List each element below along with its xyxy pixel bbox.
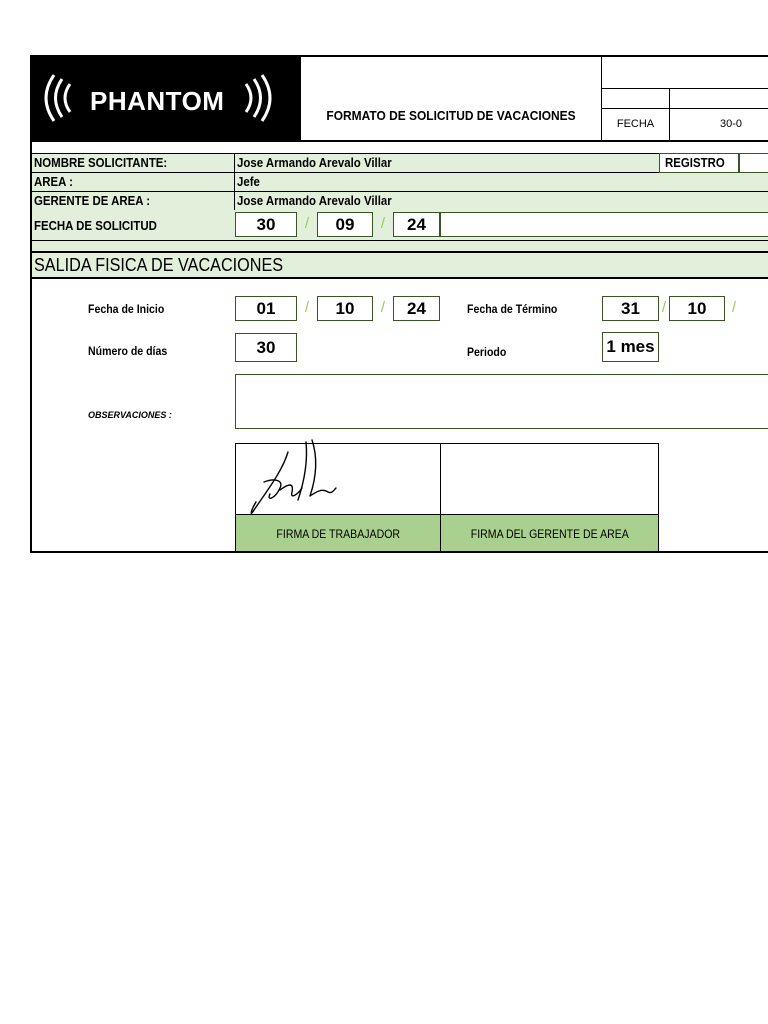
inicio-label: Fecha de Inicio	[88, 302, 165, 316]
date-slash: /	[380, 215, 386, 232]
firma-gerente-text: FIRMA DEL GERENTE DE AREA	[470, 527, 629, 541]
gerente-value: Jose Armando Arevalo Villar	[237, 193, 392, 208]
signature-box-gerente	[440, 443, 659, 515]
firma-trabajador-label	[235, 514, 441, 553]
section-title: SALIDA FISICA DE VACACIONES	[34, 255, 284, 275]
inicio-month: 10	[317, 296, 373, 321]
handwritten-signature	[236, 422, 442, 494]
termino-label: Fecha de Término	[467, 302, 558, 316]
signature-box-trabajador	[235, 443, 441, 515]
section-bottom-rule	[32, 277, 768, 279]
inicio-day: 01	[235, 296, 297, 321]
date-slash: /	[304, 215, 310, 232]
logo-text: PHANTOM	[90, 86, 225, 116]
periodo-label: Periodo	[467, 345, 507, 359]
vacation-request-form	[30, 55, 768, 553]
fecha-solicitud-year: 24	[393, 212, 440, 237]
date-slash: /	[304, 299, 310, 316]
dias-label: Número de días	[88, 344, 168, 358]
dias-value: 30	[235, 333, 297, 362]
row-rule	[32, 153, 768, 154]
header-meta-cell-top	[602, 57, 768, 89]
date-slash: /	[661, 299, 667, 316]
fecha-solicitud-month: 09	[317, 212, 373, 237]
fecha-solicitud-day: 30	[235, 212, 297, 237]
spacer-row	[32, 241, 768, 251]
nombre-label: NOMBRE SOLICITANTE:	[34, 155, 168, 170]
observaciones-field[interactable]	[235, 374, 768, 429]
date-slash: /	[731, 299, 737, 316]
fecha-solicitud-label: FECHA DE SOLICITUD	[34, 218, 157, 233]
row-rule	[32, 172, 768, 173]
area-value: Jefe	[237, 174, 260, 189]
row-rule	[32, 191, 768, 192]
form-title-cell	[300, 57, 602, 140]
periodo-value: 1 mes	[602, 332, 659, 362]
fecha-solicitud-extra	[440, 212, 768, 237]
area-label: AREA :	[34, 174, 73, 189]
firma-trabajador-text: FIRMA DE TRABAJADOR	[276, 527, 400, 541]
header-meta-cell-mid	[602, 89, 768, 109]
registro-label: REGISTRO	[665, 155, 725, 170]
header-bottom-rule	[32, 140, 768, 142]
gerente-label: GERENTE DE AREA :	[34, 193, 151, 208]
date-slash: /	[380, 299, 386, 316]
observaciones-label: OBSERVACIONES :	[88, 410, 172, 420]
fecha-label: FECHA	[616, 118, 655, 130]
termino-day: 31	[602, 296, 659, 321]
form-title: FORMATO DE SOLICITUD DE VACACIONES	[326, 108, 576, 123]
fecha-value: 30-0	[720, 118, 743, 130]
nombre-value: Jose Armando Arevalo Villar	[237, 155, 392, 170]
phantom-logo	[32, 57, 300, 140]
firma-gerente-label	[440, 514, 659, 553]
termino-month: 10	[669, 296, 725, 321]
registro-value-cell	[739, 153, 768, 173]
inicio-year: 24	[393, 296, 440, 321]
